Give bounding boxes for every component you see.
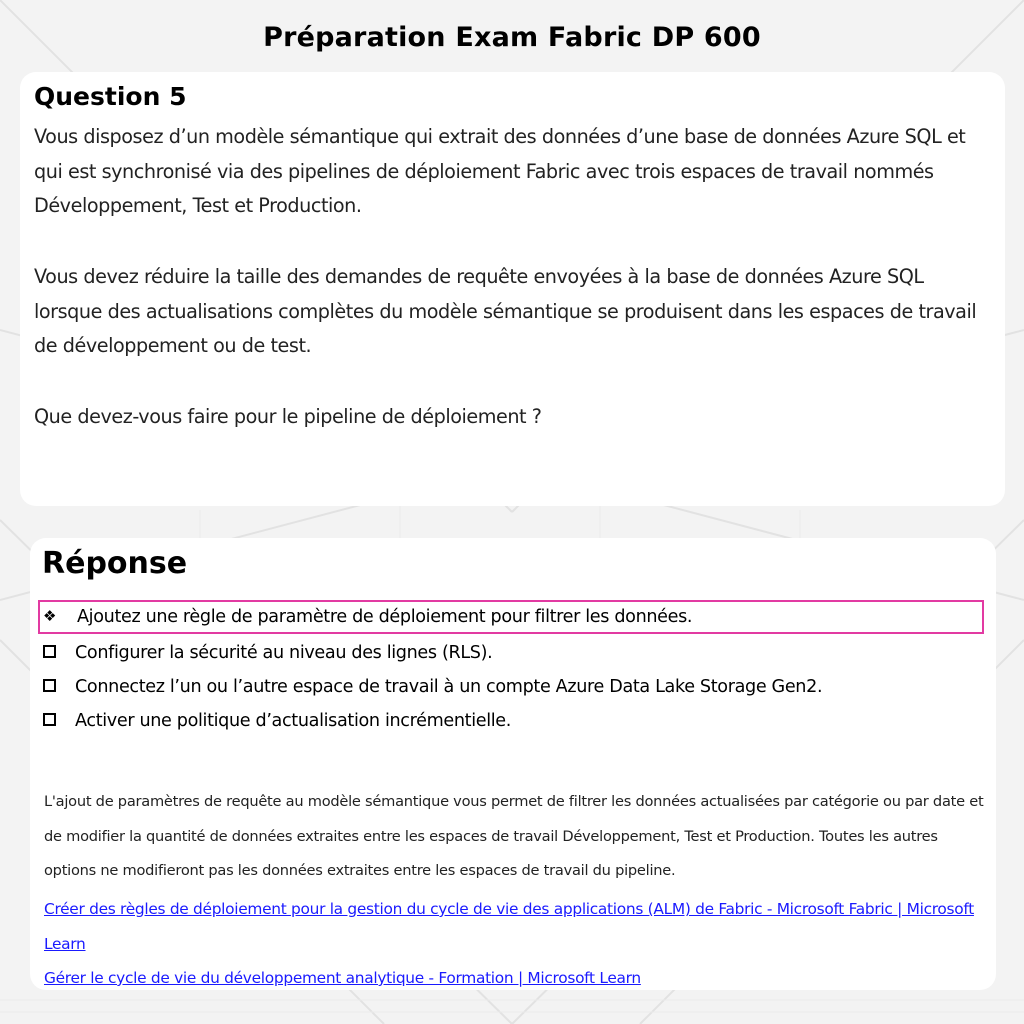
question-paragraph: Vous devez réduire la taille des demandes de requête envoyées à la base de données Azure SQL lorsque des actualisations complètes du modèle sémantique se produisent dans les espaces de travail de développement ou de test. xyxy=(34,265,977,357)
diamond-bullet-icon: ❖ xyxy=(43,607,57,625)
page-title: Préparation Exam Fabric DP 600 xyxy=(263,22,761,53)
reference-link-deployment-rules[interactable]: Créer des règles de déploiement pour la gestion du cycle de vie des applications (ALM) de Fabric - Microsoft Fabric | Microsoft Learn xyxy=(44,900,974,953)
checkbox-icon xyxy=(43,713,56,726)
answer-card xyxy=(30,538,996,990)
answer-heading: Réponse xyxy=(42,546,188,581)
answer-explanation: L'ajout de paramètres de requête au modèle sémantique vous permet de filtrer les données actualisées par catégorie ou par date et de modifier la quantité de données extraites entre les espaces de travail Développement, Test et Production. Toutes les autres options ne modifieront pas les données extraites entre les espaces de travail du pipeline. xyxy=(44,793,984,879)
question-paragraph: Que devez-vous faire pour le pipeline de déploiement ? xyxy=(34,405,542,428)
answer-option[interactable] xyxy=(38,636,984,670)
answer-option-label: Connectez l’un ou l’autre espace de travail à un compte Azure Data Lake Storage Gen2. xyxy=(75,677,823,697)
question-heading: Question 5 xyxy=(34,82,187,111)
answer-option-selected[interactable] xyxy=(38,600,984,634)
reference-links xyxy=(44,892,989,996)
answer-option[interactable] xyxy=(38,670,984,704)
checkbox-icon xyxy=(43,679,56,692)
checkbox-icon xyxy=(43,645,56,658)
answer-option[interactable] xyxy=(38,704,984,738)
question-paragraph: Vous disposez d’un modèle sémantique qui extrait des données d’une base de données Azure SQL et qui est synchronisé via des pipelines de déploiement Fabric avec trois espaces de travail nommés Développement, Test et Production. xyxy=(34,125,966,217)
answer-option-label: Activer une politique d’actualisation incrémentielle. xyxy=(75,711,512,731)
answer-option-label: Configurer la sécurité au niveau des lignes (RLS). xyxy=(75,643,493,663)
answer-options xyxy=(38,600,984,738)
reference-link-lifecycle-training[interactable]: Gérer le cycle de vie du développement analytique - Formation | Microsoft Learn xyxy=(44,969,641,987)
question-card xyxy=(20,72,1005,506)
answer-option-label: Ajoutez une règle de paramètre de déploiement pour filtrer les données. xyxy=(77,607,693,627)
